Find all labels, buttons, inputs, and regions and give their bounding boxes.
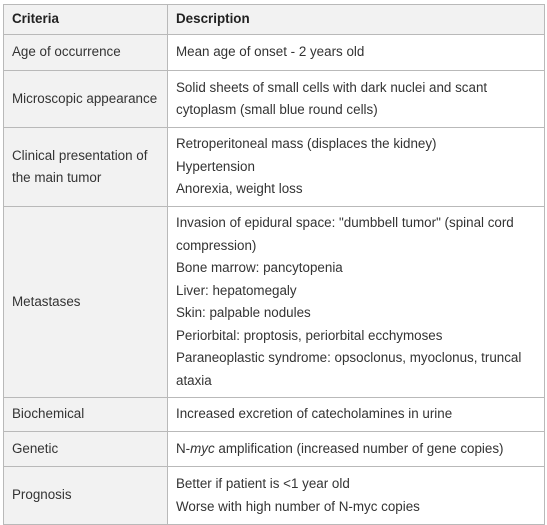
description-line: Invasion of epidural space: "dumbbell tumor" (spinal cord compression)	[176, 215, 514, 253]
description-line: Bone marrow: pancytopenia	[176, 260, 343, 275]
criteria-cell: Clinical presentation of the main tumor	[4, 128, 168, 207]
description-cell	[168, 207, 545, 398]
description-column-header: Description	[168, 5, 545, 35]
table-row	[4, 35, 545, 71]
description-line: Periorbital: proptosis, periorbital ecchymoses	[176, 327, 443, 343]
description-line: Anorexia, weight loss	[176, 181, 303, 197]
description-line: Better if patient is <1 year old	[176, 476, 350, 491]
description-cell	[168, 398, 545, 432]
neuroblastoma-criteria-table	[3, 4, 545, 525]
criteria-cell: Microscopic appearance	[4, 71, 168, 128]
gene-prefix: N-	[176, 440, 191, 456]
table-row	[4, 467, 545, 525]
table-header-row	[4, 5, 545, 35]
table-row	[4, 128, 545, 207]
criteria-cell: Prognosis	[4, 467, 168, 525]
description-line: Liver: hepatomegaly	[176, 282, 297, 298]
table-row	[4, 71, 545, 128]
description-line: Retroperitoneal mass (displaces the kidney)	[176, 136, 437, 152]
description-line: Mean age of onset - 2 years old	[176, 44, 365, 60]
criteria-cell: Biochemical	[4, 398, 168, 432]
description-cell	[168, 128, 545, 207]
description-cell	[168, 432, 545, 467]
description-line: Hypertension	[176, 158, 255, 174]
description-line: Skin: palpable nodules	[176, 305, 311, 320]
gene-name-italic: myc	[190, 440, 215, 456]
description-cell	[168, 35, 545, 71]
table-row	[4, 432, 545, 467]
description-line: Increased excretion of catecholamines in urine	[176, 406, 453, 422]
description-line: Paraneoplastic syndrome: opsoclonus, myoclonus, truncal ataxia	[176, 350, 522, 388]
table-row	[4, 207, 545, 398]
description-line: Solid sheets of small cells with dark nuclei and scant cytoplasm (small blue round cells)	[176, 79, 488, 117]
description-cell	[168, 467, 545, 525]
description-line	[176, 438, 536, 461]
description-cell	[168, 71, 545, 128]
criteria-cell: Age of occurrence	[4, 35, 168, 71]
criteria-column-header: Criteria	[4, 5, 168, 35]
table-row	[4, 398, 545, 432]
criteria-cell: Metastases	[4, 207, 168, 398]
criteria-cell: Genetic	[4, 432, 168, 467]
description-line: Worse with high number of N-myc copies	[176, 498, 420, 514]
gene-suffix: amplification (increased number of gene copies)	[214, 440, 504, 456]
